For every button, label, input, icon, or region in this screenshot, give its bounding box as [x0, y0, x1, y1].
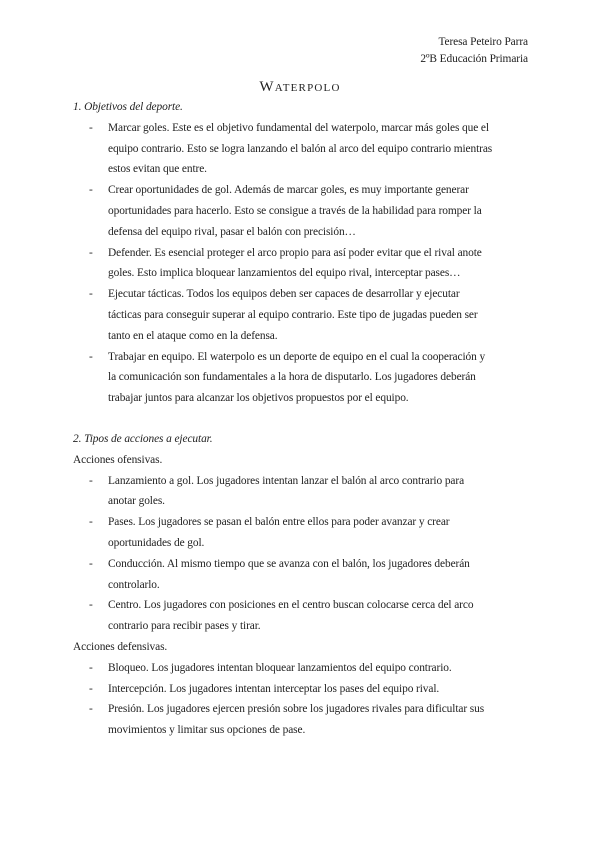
document-body — [73, 97, 533, 741]
list-item — [73, 347, 533, 409]
bullet-dash: - — [89, 557, 93, 570]
list-item-line: Intercepción. Los jugadores intentan interceptar los pases del equipo rival. — [108, 682, 440, 695]
bullet-dash: - — [89, 350, 93, 363]
list-item-line: contrario para recibir pases y tirar. — [108, 620, 261, 633]
list-item-line: anotar goles. — [108, 495, 165, 508]
defensive-actions-label: Acciones defensivas. — [73, 640, 168, 653]
list-item — [73, 699, 533, 741]
list-item-line: Marcar goles. Este es el objetivo fundamental del waterpolo, marcar más goles que el — [108, 121, 489, 134]
list-item-line: Trabajar en equipo. El waterpolo es un deporte de equipo en el cual la cooperación y — [108, 350, 486, 363]
list-item — [73, 658, 533, 679]
list-item-line: tanto en el ataque como en la defensa. — [108, 329, 278, 342]
list-item — [73, 595, 533, 637]
list-item-line: Lanzamiento a gol. Los jugadores intentan lanzar el balón al arco contrario para — [108, 474, 465, 487]
bullet-dash: - — [89, 184, 93, 197]
course-label: 2ºB Educación Primaria — [420, 53, 528, 65]
bullet-dash: - — [89, 288, 93, 301]
list-item-line: Bloqueo. Los jugadores intentan bloquear lanzamientos del equipo contrario. — [108, 661, 452, 674]
bullet-dash: - — [89, 599, 93, 612]
list-item — [73, 471, 533, 513]
bullet-dash: - — [89, 516, 93, 529]
list-item-line: Crear oportunidades de gol. Además de marcar goles, es muy importante generar — [108, 184, 469, 197]
section-spacer — [73, 409, 533, 429]
list-item-line: Presión. Los jugadores ejercen presión sobre los jugadores rivales para dificultar sus — [108, 703, 485, 716]
list-item-line: oportunidades para hacerlo. Esto se consigue a través de la habilidad para romper la — [108, 204, 482, 217]
author-name: Teresa Peteiro Parra — [438, 36, 528, 48]
page-title: Waterpolo — [259, 79, 341, 95]
author-block — [420, 34, 528, 68]
bullet-dash: - — [89, 682, 93, 695]
list-item — [73, 554, 533, 596]
offensive-actions-list — [73, 471, 533, 637]
list-item-line: oportunidades de gol. — [108, 536, 205, 549]
list-item — [73, 118, 533, 180]
list-item-line: la comunicación son fundamentales a la hora de disputarlo. Los jugadores deberán — [108, 371, 476, 384]
bullet-dash: - — [89, 121, 93, 134]
list-item-line: Conducción. Al mismo tiempo que se avanza con el balón, los jugadores deberán — [108, 557, 470, 570]
objectives-list — [73, 118, 533, 409]
list-item-line: controlarlo. — [108, 578, 160, 591]
list-item-line: Ejecutar tácticas. Todos los equipos deben ser capaces de desarrollar y ejecutar — [108, 288, 460, 301]
list-item — [73, 243, 533, 285]
bullet-dash: - — [89, 474, 93, 487]
list-item — [73, 679, 533, 700]
list-item-line: trabajar juntos para alcanzar los objetivos propuestos por el equipo. — [108, 392, 409, 405]
list-item-line: defensa del equipo rival, pasar el balón con precisión… — [108, 225, 356, 238]
list-item-line: equipo contrario. Esto se logra lanzando el balón al arco del equipo contrario mientras — [108, 142, 493, 155]
section-heading-objectives: 1. Objetivos del deporte. — [73, 101, 183, 113]
list-item-line: Defender. Es esencial proteger el arco propio para así poder evitar que el rival anote — [108, 246, 482, 259]
list-item — [73, 284, 533, 346]
offensive-actions-label: Acciones ofensivas. — [73, 453, 163, 466]
section-heading-actions: 2. Tipos de acciones a ejecutar. — [73, 432, 213, 445]
list-item-line: tácticas para conseguir superar al equipo contrario. Este tipo de jugadas pueden ser — [108, 308, 478, 321]
list-item-line: estos evitan que entre. — [108, 163, 207, 176]
list-item-line: Pases. Los jugadores se pasan el balón entre ellos para poder avanzar y crear — [108, 516, 450, 529]
list-item-line: movimientos y limitar sus opciones de pase. — [108, 724, 306, 737]
bullet-dash: - — [89, 661, 93, 674]
list-item-line: goles. Esto implica bloquear lanzamientos del equipo rival, interceptar pases… — [108, 267, 461, 280]
list-item-line: Centro. Los jugadores con posiciones en el centro buscan colocarse cerca del arco — [108, 599, 474, 612]
bullet-dash: - — [89, 703, 93, 716]
list-item — [73, 180, 533, 242]
defensive-actions-list — [73, 658, 533, 741]
list-item — [73, 512, 533, 554]
bullet-dash: - — [89, 246, 93, 259]
